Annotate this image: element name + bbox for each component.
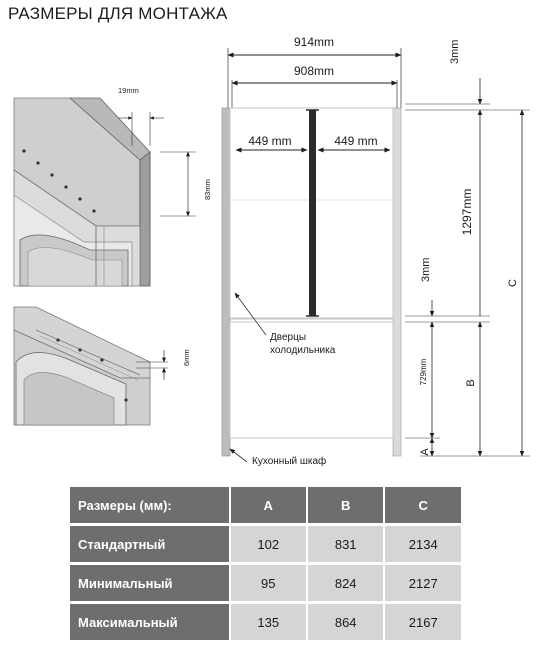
table-cell: 2167	[385, 604, 463, 640]
page-title: РАЗМЕРЫ ДЛЯ МОНТАЖА	[8, 4, 228, 23]
door-left-width: 449 mm	[248, 134, 292, 148]
corner-detail-bottom	[14, 307, 191, 425]
width-914-label: 914mm	[293, 35, 335, 49]
table-cell: 2134	[385, 526, 463, 562]
upper-height-label: 1297mm	[460, 188, 474, 236]
dim-c-label: C	[507, 279, 519, 287]
table-cell: 824	[308, 565, 385, 601]
label-19mm: 19mm	[118, 86, 139, 95]
doors-label-line1: Дверцы	[270, 332, 307, 343]
table-cell: 864	[308, 604, 385, 640]
front-view	[222, 35, 401, 467]
label-6mm: 6mm	[182, 349, 191, 366]
corner-detail-top	[14, 86, 226, 286]
label-83mm: 83mm	[203, 179, 212, 200]
door-right-width: 449 mm	[334, 134, 378, 148]
lower-height-label: 729mm	[419, 358, 428, 386]
top-gap-label: 3mm	[449, 39, 461, 64]
table-header-row	[70, 487, 463, 523]
dimensions-table	[70, 487, 463, 640]
table-header-label: Размеры (мм):	[70, 487, 231, 523]
table-row	[70, 604, 463, 640]
dim-a-label: A	[419, 448, 431, 456]
table-row	[70, 565, 463, 601]
row-label-standard: Стандартный	[70, 526, 231, 562]
table-header-c: C	[385, 487, 463, 523]
table-cell: 135	[231, 604, 308, 640]
width-908-label: 908mm	[293, 64, 335, 78]
table-header-a: A	[231, 487, 308, 523]
table-header-b: B	[308, 487, 385, 523]
table-cell: 95	[231, 565, 308, 601]
table-row	[70, 526, 463, 562]
row-label-maximum: Максимальный	[70, 604, 231, 640]
table-cell: 102	[231, 526, 308, 562]
side-dimensions	[405, 40, 530, 456]
mid-gap-label: 3mm	[420, 257, 432, 282]
row-label-minimum: Минимальный	[70, 565, 231, 601]
table-cell: 2127	[385, 565, 463, 601]
cabinet-label: Кухонный шкаф	[252, 456, 327, 467]
table-cell: 831	[308, 526, 385, 562]
dim-b-label: B	[465, 379, 477, 387]
doors-label-line2: холодильника	[270, 345, 336, 356]
